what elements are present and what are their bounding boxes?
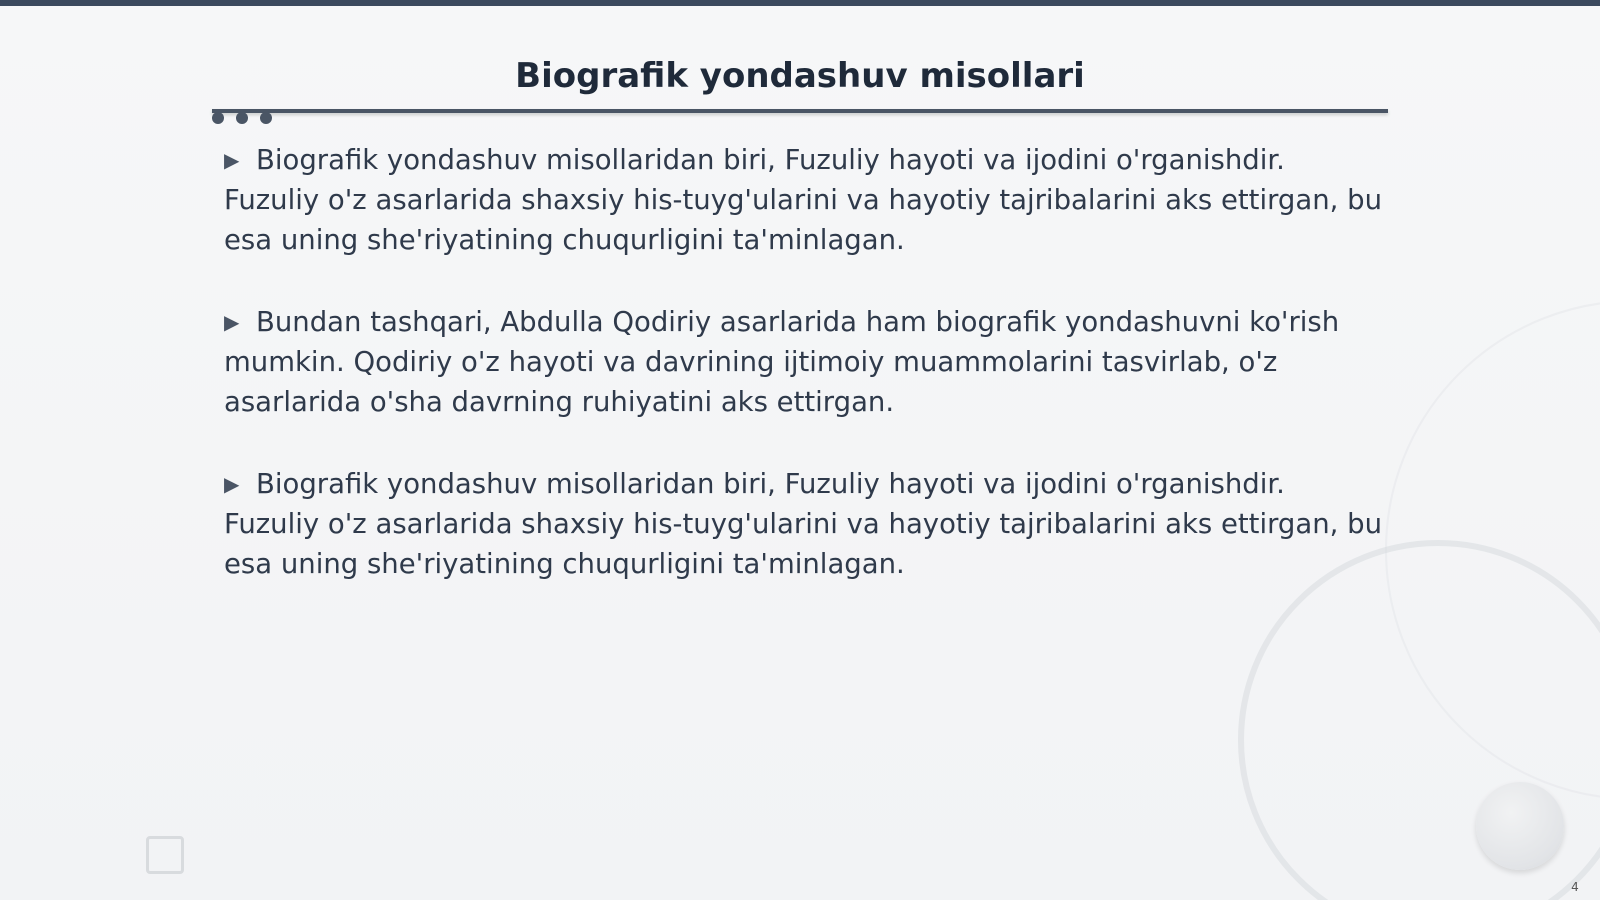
top-accent-bar [0, 0, 1600, 6]
decorative-knob [1476, 782, 1564, 870]
page-number: 4 [1571, 880, 1579, 894]
bullet-arrow-icon: ▶ [224, 472, 240, 496]
dot-decoration [212, 112, 224, 124]
bullet-text: Bundan tashqari, Abdulla Qodiriy asarlarida ham biografik yondashuvni ko'rish mumkin. Qodiriy o'z hayoti va davrining ijtimoiy muammolarini tasvirlab, o'z asarlarida o'sha davrning ruhiyatini aks ettirgan. [224, 306, 1340, 418]
slide-title: Biografik yondashuv misollari [515, 56, 1085, 96]
decorative-square [146, 836, 184, 874]
dot-decoration [260, 112, 272, 124]
bullet-item [224, 302, 1384, 422]
bullet-arrow-icon: ▶ [224, 148, 240, 172]
bullet-list [224, 140, 1384, 626]
bullet-item [224, 140, 1384, 260]
bullet-text: Biografik yondashuv misollaridan biri, Fuzuliy hayoti va ijodini o'rganishdir. Fuzuliy o'z asarlarida shaxsiy his-tuyg'ularini va hayotiy tajribalarini aks ettirgan, bu esa uning she'riyatining chuqurligini ta'minlagan. [224, 144, 1383, 256]
bullet-item [224, 464, 1384, 584]
bullet-arrow-icon: ▶ [224, 310, 240, 334]
title-underline [212, 109, 1388, 113]
dot-decoration [236, 112, 248, 124]
bullet-text: Biografik yondashuv misollaridan biri, Fuzuliy hayoti va ijodini o'rganishdir. Fuzuliy o'z asarlarida shaxsiy his-tuyg'ularini va hayotiy tajribalarini aks ettirgan, bu esa uning she'riyatining chuqurligini ta'minlagan. [224, 468, 1383, 580]
